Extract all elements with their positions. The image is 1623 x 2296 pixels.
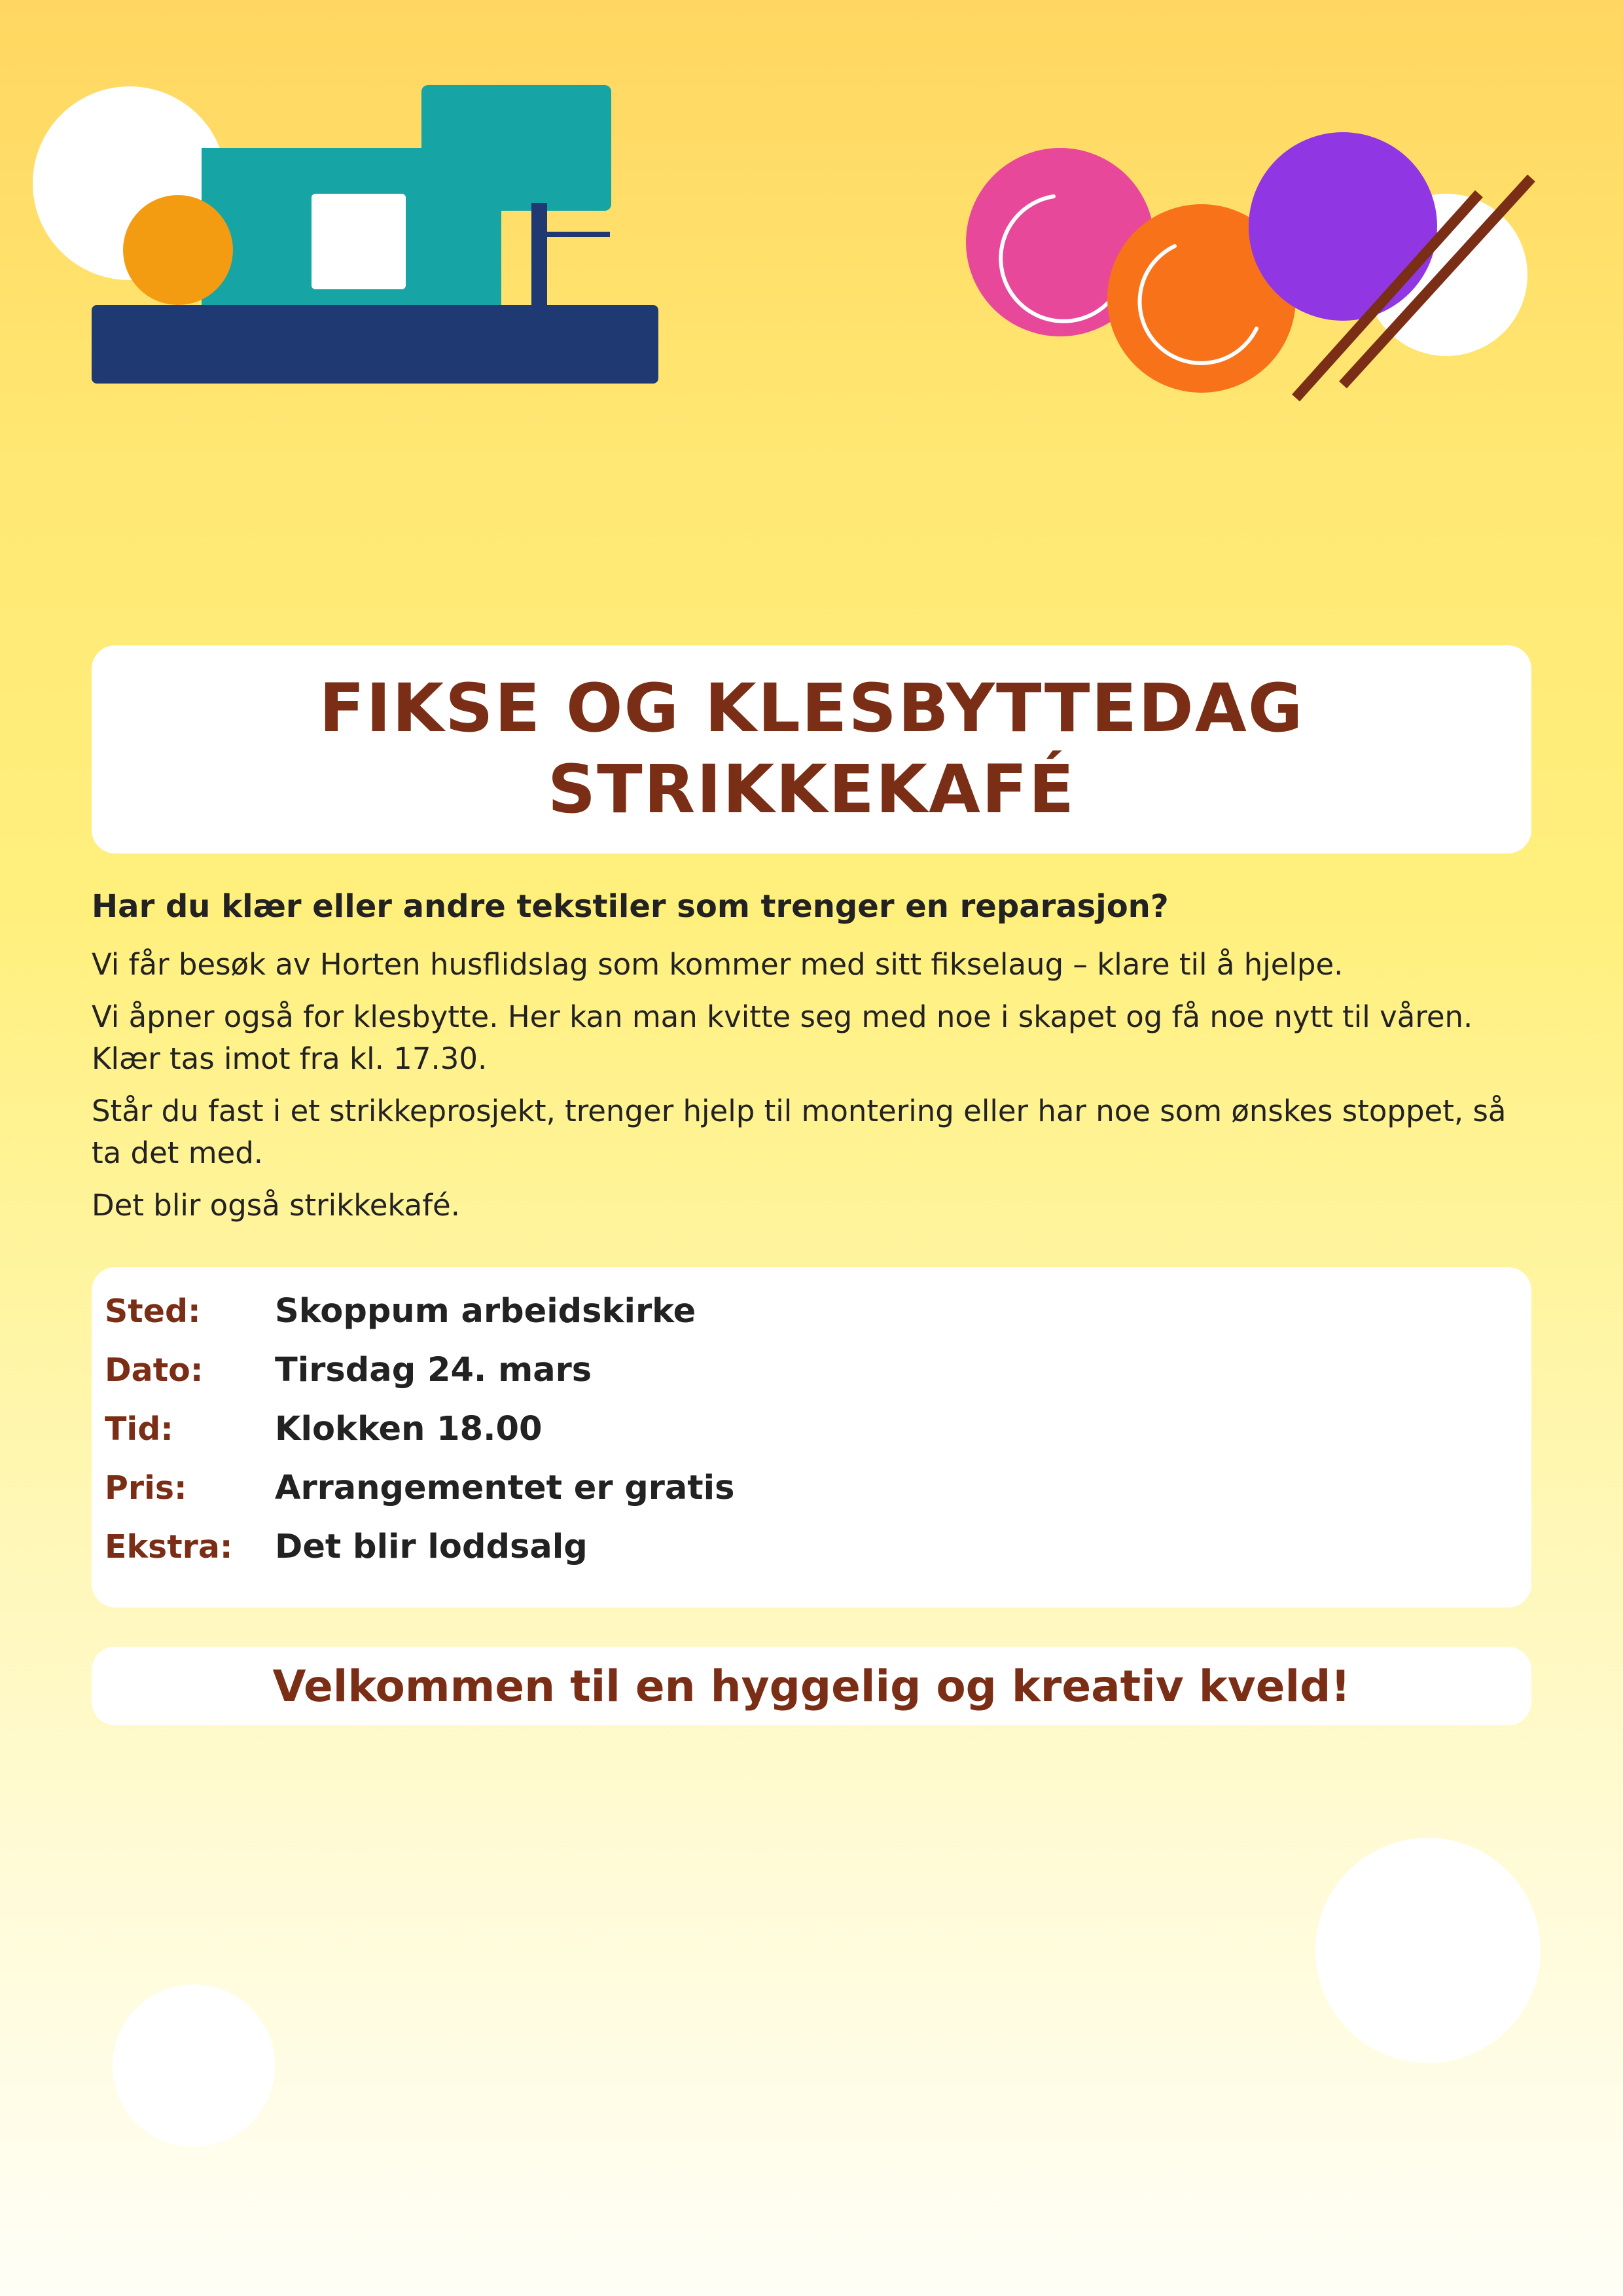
yarn-balls-illustration [929, 118, 1597, 419]
info-label: Ekstra: [105, 1528, 233, 1566]
sewing-machine-illustration [0, 0, 720, 406]
info-value: Arrangementet er gratis [275, 1468, 735, 1507]
intro-paragraph: Vi får besøk av Horten husflidslag som kommer med sitt fikselaug – klare til å hjelpe. [92, 947, 1344, 982]
intro-paragraph: Det blir også strikkekafé. [92, 1188, 461, 1223]
info-label: Tid: [105, 1410, 173, 1448]
page-title-line-2: STRIKKEKAFÉ [547, 751, 1076, 829]
info-label: Dato: [105, 1351, 204, 1389]
intro-paragraph: Står du fast i et strikkeprosjekt, trenger hjelp til montering eller har noe som ønskes stoppet, så ta det med. [92, 1094, 1507, 1170]
intro-lead: Har du klær eller andre tekstiler som trenger en reparasjon? [92, 888, 1169, 925]
intro-paragraph: Vi åpner også for klesbytte. Her kan man kvitte seg med noe i skapet og få noe nytt til våren. Klær tas imot fra kl. 17.30. [92, 999, 1473, 1076]
welcome-text: Velkommen til en hyggelig og kreativ kveld! [272, 1660, 1351, 1712]
machine-window [312, 194, 406, 289]
info-row-time [105, 1399, 542, 1458]
orange-spool-circle [123, 195, 233, 305]
info-row-date [105, 1340, 592, 1399]
info-row-price [105, 1458, 735, 1517]
welcome-banner [92, 1647, 1531, 1725]
title-card [92, 645, 1531, 853]
purple-yarn-ball [1249, 132, 1437, 321]
info-row-extra [105, 1517, 588, 1576]
info-value: Tirsdag 24. mars [275, 1350, 592, 1390]
info-value: Klokken 18.00 [275, 1409, 543, 1448]
white-circle-decoration [113, 1984, 275, 2147]
info-label: Sted: [105, 1292, 201, 1330]
info-value: Det blir loddsalg [275, 1527, 588, 1566]
event-info-card [92, 1267, 1531, 1607]
info-value: Skoppum arbeidskirke [275, 1291, 696, 1331]
needle-bar [531, 203, 547, 308]
intro-section [92, 884, 1544, 1237]
info-label: Pris: [105, 1469, 187, 1507]
white-circle-decoration [1315, 1838, 1541, 2063]
info-row-place [105, 1282, 696, 1340]
page-title-line-1: FIKSE OG KLESBYTTEDAG [319, 670, 1304, 747]
machine-base [92, 305, 658, 384]
